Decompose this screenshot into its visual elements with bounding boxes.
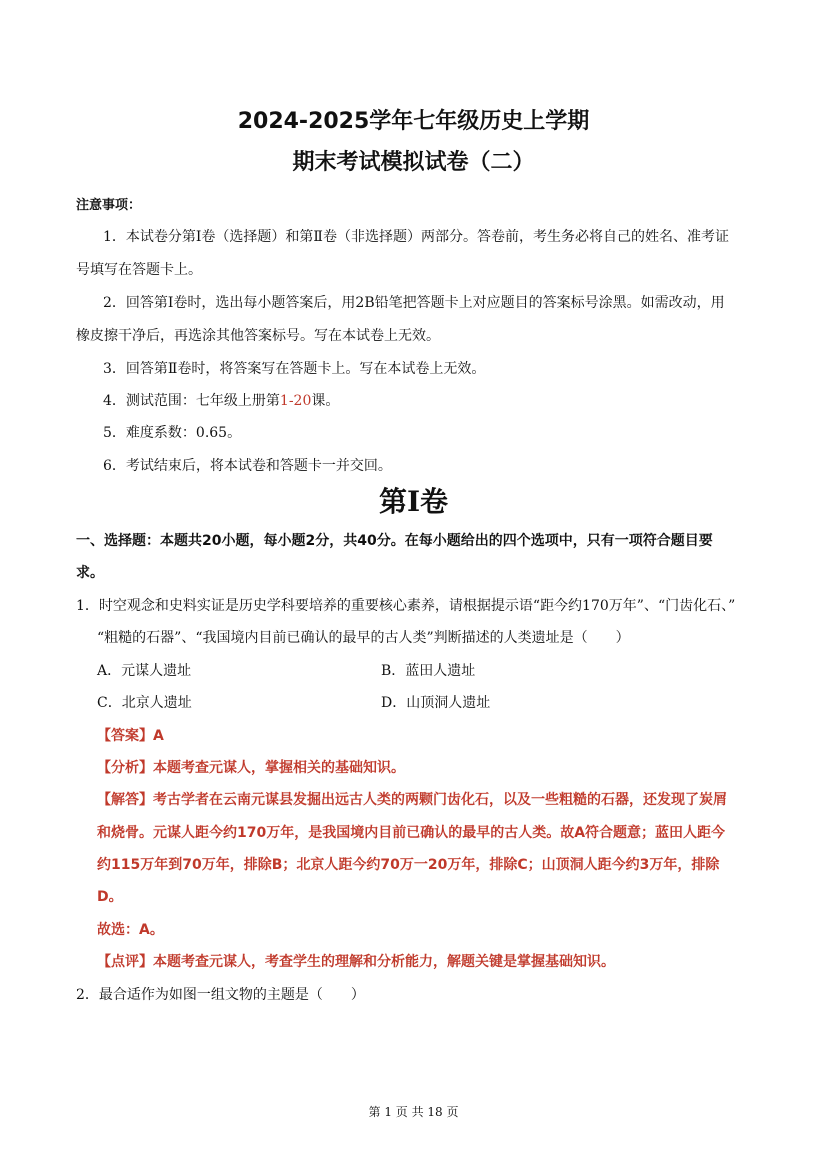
q2-stem: 2．最合适作为如图一组文物的主题是（ ） bbox=[76, 987, 365, 1003]
q1-option-a: A．元谋人遗址 bbox=[97, 663, 192, 679]
note-6: 6．考试结束后，将本试卷和答题卡一并交回。 bbox=[103, 458, 392, 474]
q1-option-d: D．山顶洞人遗址 bbox=[381, 695, 491, 711]
q1-detail-c: 约115万年到70万年，排除B；北京人距今约70万一20万年，排除C；山顶洞人距今约3万年，排除 bbox=[97, 857, 720, 873]
q1-stem-b: “粗糙的石器”、“我国境内目前已确认的最早的古人类”判断描述的人类遗址是（ ） bbox=[97, 630, 630, 646]
q1-option-c: C．北京人遗址 bbox=[97, 695, 192, 711]
q1-analysis: 【分析】本题考查元谋人，掌握相关的基础知识。 bbox=[97, 760, 405, 776]
note-2b: 橡皮擦干净后，再选涂其他答案标号。写在本试卷上无效。 bbox=[76, 328, 440, 344]
note-4-suffix: 课。 bbox=[311, 393, 340, 409]
note-2a: 2．回答第Ⅰ卷时，选出每小题答案后，用2B铅笔把答题卡上对应题目的答案标号涂黑。如需改动，用 bbox=[103, 295, 725, 311]
q1-answer: 【答案】A bbox=[97, 728, 164, 744]
q1-option-b: B．蓝田人遗址 bbox=[381, 663, 476, 679]
note-5: 5．难度系数：0.65。 bbox=[103, 425, 242, 441]
section-instruction-a: 一、选择题：本题共20小题，每小题2分，共40分。在每小题给出的四个选项中，只有一项符合题目要 bbox=[76, 533, 713, 549]
note-1b: 号填写在答题卡上。 bbox=[76, 262, 202, 278]
notes-heading: 注意事项： bbox=[76, 198, 142, 213]
exam-title-line2: 期末考试模拟试卷（二） bbox=[292, 150, 535, 175]
section-instruction-b: 求。 bbox=[76, 565, 104, 581]
note-4 bbox=[103, 390, 339, 410]
page-footer: 第 1 页 共 18 页 bbox=[368, 1105, 459, 1119]
note-3: 3．回答第Ⅱ卷时，将答案写在答题卡上。写在本试卷上无效。 bbox=[103, 361, 486, 377]
q1-detail-a: 【解答】考古学者在云南元谋县发掘出远古人类的两颗门齿化石，以及一些粗糙的石器，还发现了炭屑 bbox=[97, 792, 727, 808]
q1-detail-b: 和烧骨。元谋人距今约170万年，是我国境内目前已确认的最早的古人类。故A符合题意；蓝田人距今 bbox=[97, 825, 726, 841]
q1-stem-a: 1．时空观念和史料实证是历史学科要培养的重要核心素养，请根据提示语“距今约170万年”、“门齿化石、” bbox=[76, 598, 736, 614]
q1-comment: 【点评】本题考查元谋人，考查学生的理解和分析能力，解题关键是掌握基础知识。 bbox=[97, 954, 615, 970]
exam-title-line1: 2024-2025学年七年级历史上学期 bbox=[237, 109, 590, 134]
note-4-range: 1-20 bbox=[279, 393, 312, 409]
q1-choice: 故选：A。 bbox=[97, 922, 164, 938]
q1-detail-d: D。 bbox=[97, 889, 123, 905]
note-1a: 1．本试卷分第Ⅰ卷（选择题）和第Ⅱ卷（非选择题）两部分。答卷前，考生务必将自己的姓名、准考证 bbox=[103, 229, 729, 245]
note-4-prefix: 4．测试范围：七年级上册第 bbox=[103, 393, 280, 409]
section-title: 第Ⅰ卷 bbox=[378, 485, 449, 518]
